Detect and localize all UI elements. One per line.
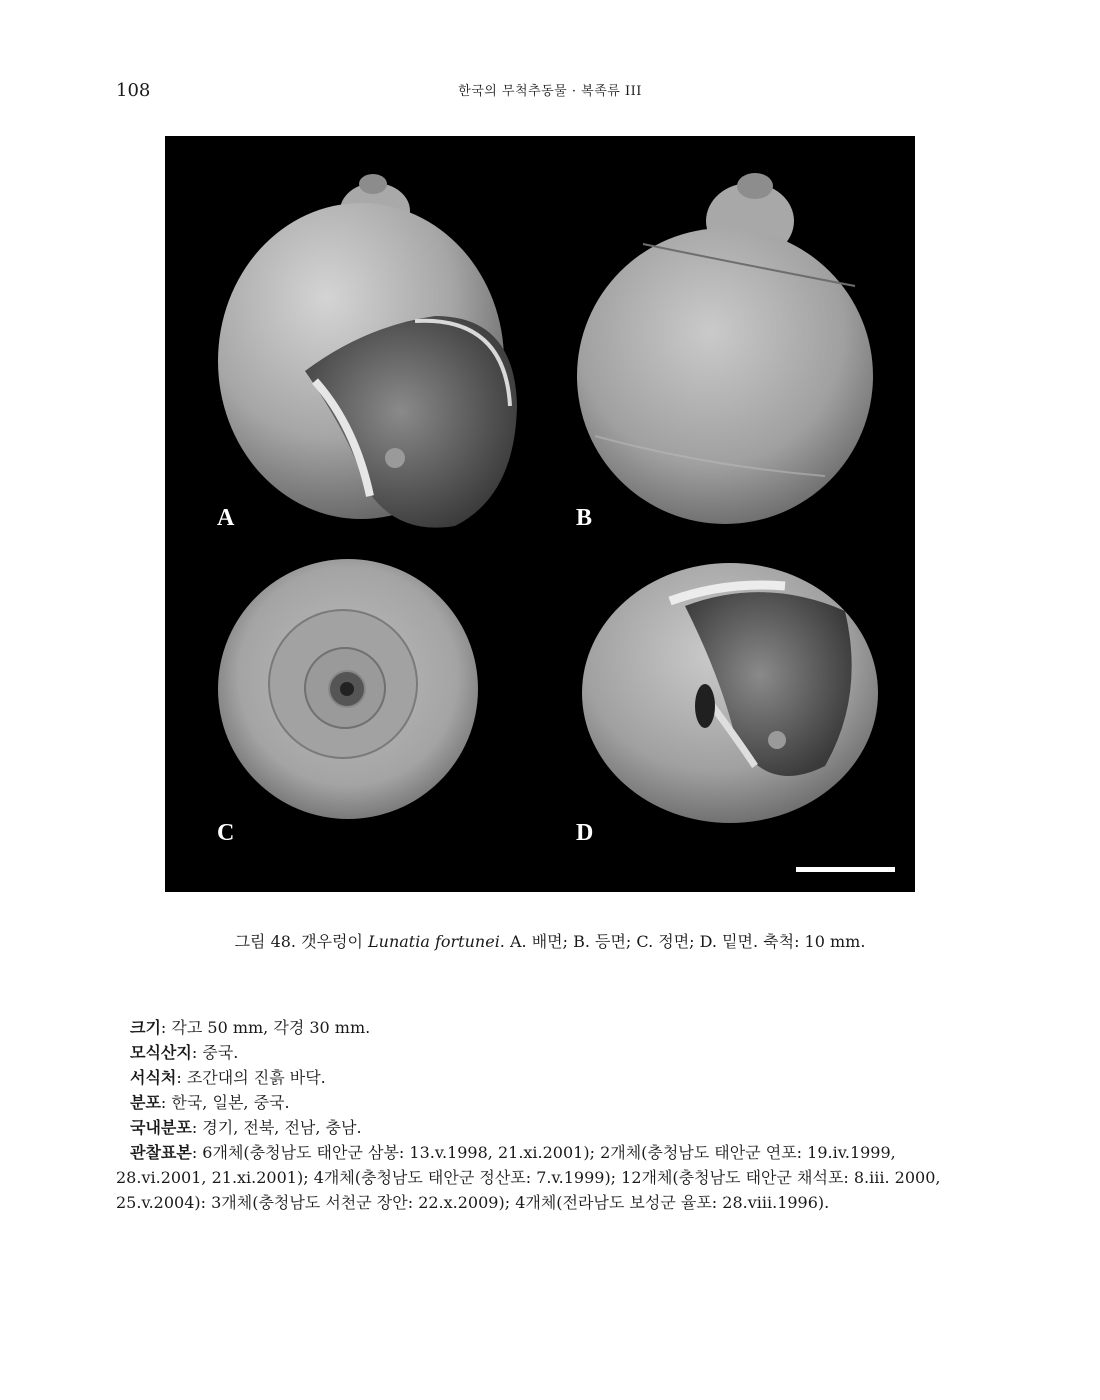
entry-text: : 경기, 전북, 전남, 충남. — [191, 1118, 362, 1137]
entry-text: : 6개체(충청남도 태안군 삼봉: 13.v.1998, 21.xi.2001); 2개체(충청남도 태안군 연포: 19.iv.1999, 28.vi.2001, 21.xi.2001); 4개체(충청남도 태안군 정산포: 7.v.1999); 12개체(충청남도 태안군 채석포: 8.iii. 2000, 25.v.2004): 3개체(충청남도 서천군 장안: 22.x.2009); 4개체(전라남도 보성군 율포: 28.viii.1996). — [116, 1143, 941, 1212]
entry-text: : 한국, 일본, 중국. — [160, 1093, 290, 1112]
page-number: 108 — [116, 80, 151, 101]
running-title: 한국의 무척추동물 · 복족류 III — [458, 84, 642, 99]
entry-text: : 중국. — [191, 1043, 239, 1062]
panel-label-b: B — [576, 505, 593, 531]
species-description — [116, 1015, 978, 1215]
entry-label: 크기 — [130, 1018, 161, 1037]
figure-caption — [0, 929, 1100, 952]
entry-type-locality — [116, 1040, 978, 1065]
figure-plate — [165, 136, 915, 892]
entry-label: 국내분포 — [130, 1118, 192, 1137]
shell-b-image — [577, 173, 873, 524]
entry-label: 모식산지 — [130, 1043, 192, 1062]
panel-label-a: A — [217, 505, 235, 531]
scale-bar — [796, 867, 895, 872]
caption-prefix: 그림 48. 갯우렁이 — [234, 932, 369, 951]
entry-text: : 조간대의 진흙 바닥. — [176, 1068, 326, 1087]
entry-label: 분포 — [130, 1093, 161, 1112]
shell-a-image — [218, 174, 517, 528]
caption-rest: A. 배면; B. 등면; C. 정면; D. 밑면. 축척: 10 mm. — [504, 932, 866, 951]
entry-size — [116, 1015, 978, 1040]
entry-specimens — [116, 1140, 978, 1215]
panel-label-c: C — [217, 820, 235, 846]
shell-d-image — [582, 563, 878, 823]
entry-habitat — [116, 1065, 978, 1090]
entry-label: 서식처 — [130, 1068, 177, 1087]
entry-label: 관찰표본 — [130, 1143, 192, 1162]
entry-distribution — [116, 1090, 978, 1115]
entry-text: : 각고 50 mm, 각경 30 mm. — [160, 1018, 371, 1037]
entry-domestic-distribution — [116, 1115, 978, 1140]
shell-c-image — [218, 559, 478, 819]
panel-label-d: D — [576, 820, 594, 846]
shell-photographs — [165, 136, 915, 892]
caption-species: Lunatia fortunei. — [368, 932, 505, 951]
